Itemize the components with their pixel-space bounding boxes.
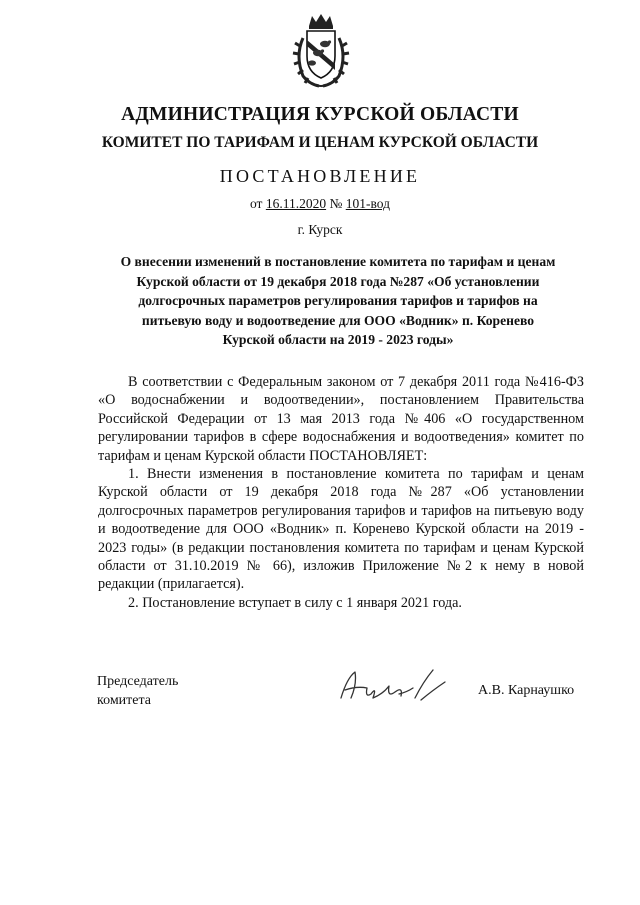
document-date: 16.11.2020 [265, 196, 327, 211]
document-body [98, 373, 584, 612]
document-number: 101-вод [345, 196, 390, 211]
date-prefix: от [249, 196, 263, 211]
handwritten-signature-icon [337, 664, 453, 712]
subject-line: Курской области от 19 декабря 2018 года №287 «Об установлении [136, 273, 540, 289]
city: г. Курск [297, 222, 343, 237]
kursk-coat-of-arms-icon [291, 12, 351, 90]
item-2-paragraph: 2. Постановление вступает в силу с 1 января 2021 года. [128, 594, 462, 611]
number-sign: № [329, 196, 343, 211]
item-1-paragraph: 1. Внести изменения в постановление комитета по тарифам и ценам Курской области от 19 декабря 2018 года №287 «Об установлении долгосрочных параметров регулирования тарифов и тарифов на питьевую воду и водоотведение для ООО «Водник» п. Коренево Курской области на 2019 - 2023 годы» (в редакции постановления комитета по тарифам и ценам Курской области от 31.10.2019 № 66), изложив Приложение №2 к нему в новой редакции (прилагается). [98, 466, 584, 593]
signatory-title [97, 672, 178, 710]
signatory-title-line: Председатель [97, 674, 179, 689]
organization-name: АДМИНИСТРАЦИЯ КУРСКОЙ ОБЛАСТИ [121, 104, 519, 125]
subject-line: О внесении изменений в постановление комитета по тарифам и ценам [120, 254, 556, 269]
signer-name: А.В. Карнаушко [478, 683, 575, 698]
date-number-line [0, 196, 640, 212]
subject-line: долгосрочных параметров регулирования тарифов и тарифов на [138, 293, 538, 308]
preamble-paragraph: В соответствии с Федеральным законом от 7 декабря 2011 года №416-ФЗ «О водоснабжении и водоотведении», постановлением Правительства Российской Федерации от 13 мая 2013 года №406 «О государственном регулировании тарифов в сфере водоснабжения и водоотведения» комитет по тарифам и ценам Курской области ПОСТАНОВЛЯЕТ: [98, 374, 584, 464]
document-subject [98, 252, 578, 350]
signatory-title-line: комитета [97, 693, 152, 708]
document-type: ПОСТАНОВЛЕНИЕ [219, 166, 421, 186]
committee-name: КОМИТЕТ ПО ТАРИФАМ И ЦЕНАМ КУРСКОЙ ОБЛАСТИ [101, 134, 539, 151]
subject-line: Курской области на 2019 - 2023 годы» [222, 332, 454, 347]
subject-line: питьевую воду и водоотведение для ООО «Водник» п. Коренево [141, 312, 535, 328]
